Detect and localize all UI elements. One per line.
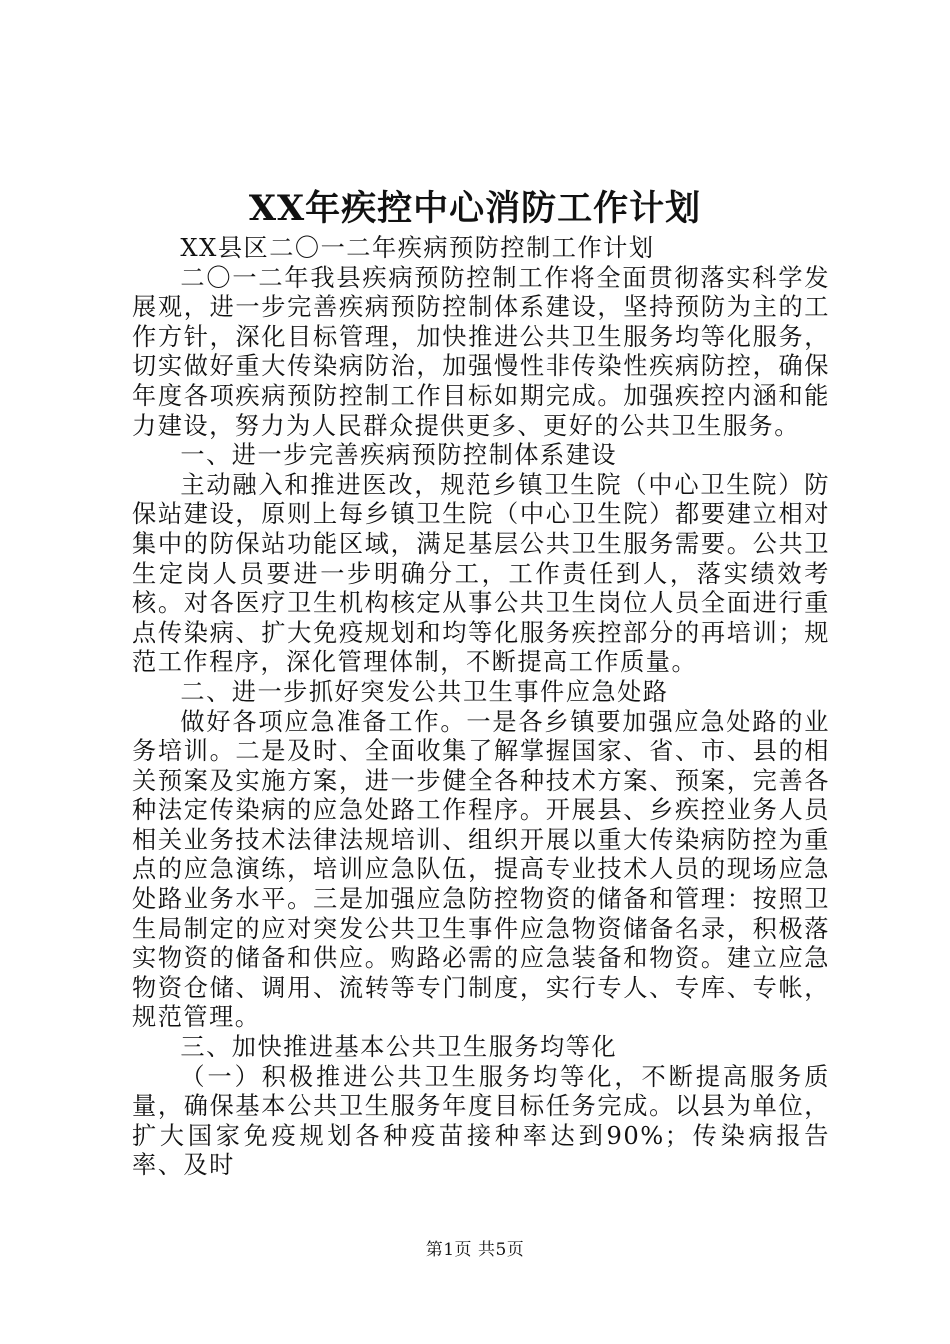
section-paragraph-3: （一）积极推进公共卫生服务均等化，不断提高服务质量，确保基本公共卫生服务年度目标任务完成。以县为单位，扩大国家免疫规划各种疫苗接种率达到90%；传染病报告率、及时 <box>132 1062 830 1180</box>
plan-subtitle: XX县区二〇一二年疾病预防控制工作计划 <box>180 234 655 262</box>
document-title: XX年疾控中心消防工作计划 <box>248 188 702 229</box>
intro-paragraph: 二〇一二年我县疾病预防控制工作将全面贯彻落实科学发展观，进一步完善疾病预防控制体系建设，坚持预防为主的工作方针，深化目标管理，加快推进公共卫生服务均等化服务，切实做好重大传染病防治，加强慢性非传染性疾病防控，确保年度各项疾病预防控制工作目标如期完成。加强疾控内涵和能力建设，努力为人民群众提供更多、更好的公共卫生服务。 <box>132 263 830 440</box>
section-heading-2: 二、进一步抓好突发公共卫生事件应急处路 <box>180 677 669 706</box>
page-number-footer: 第1页 共5页 <box>425 1240 525 1260</box>
section-paragraph-1: 主动融入和推进医改，规范乡镇卫生院（中心卫生院）防保站建设，原则上每乡镇卫生院（中心卫生院）都要建立相对集中的防保站功能区域，满足基层公共卫生服务需要。公共卫生定岗人员要进一步明确分工，工作责任到人，落实绩效考核。对各医疗卫生机构核定从事公共卫生岗位人员全面进行重点传染病、扩大免疫规划和均等化服务疾控部分的再培训；规范工作程序，深化管理体制，不断提高工作质量。 <box>132 470 830 677</box>
document-body <box>132 234 830 1181</box>
section-heading-3: 三、加快推进基本公共卫生服务均等化 <box>180 1033 618 1062</box>
section-heading-1: 一、进一步完善疾病预防控制体系建设 <box>180 441 618 470</box>
section-paragraph-2: 做好各项应急准备工作。一是各乡镇要加强应急处路的业务培训。二是及时、全面收集了解掌握国家、省、市、县的相关预案及实施方案，进一步健全各种技术方案、预案，完善各种法定传染病的应急处路工作程序。开展县、乡疾控业务人员相关业务技术法律法规培训、组织开展以重大传染病防控为重点的应急演练，培训应急队伍，提高专业技术人员的现场应急处路业务水平。三是加强应急防控物资的储备和管理：按照卫生局制定的应对突发公共卫生事件应急物资储备名录，积极落实物资的储备和供应。购路必需的应急装备和物资。建立应急物资仓储、调用、流转等专门制度，实行专人、专库、专帐，规范管理。 <box>132 707 830 1032</box>
